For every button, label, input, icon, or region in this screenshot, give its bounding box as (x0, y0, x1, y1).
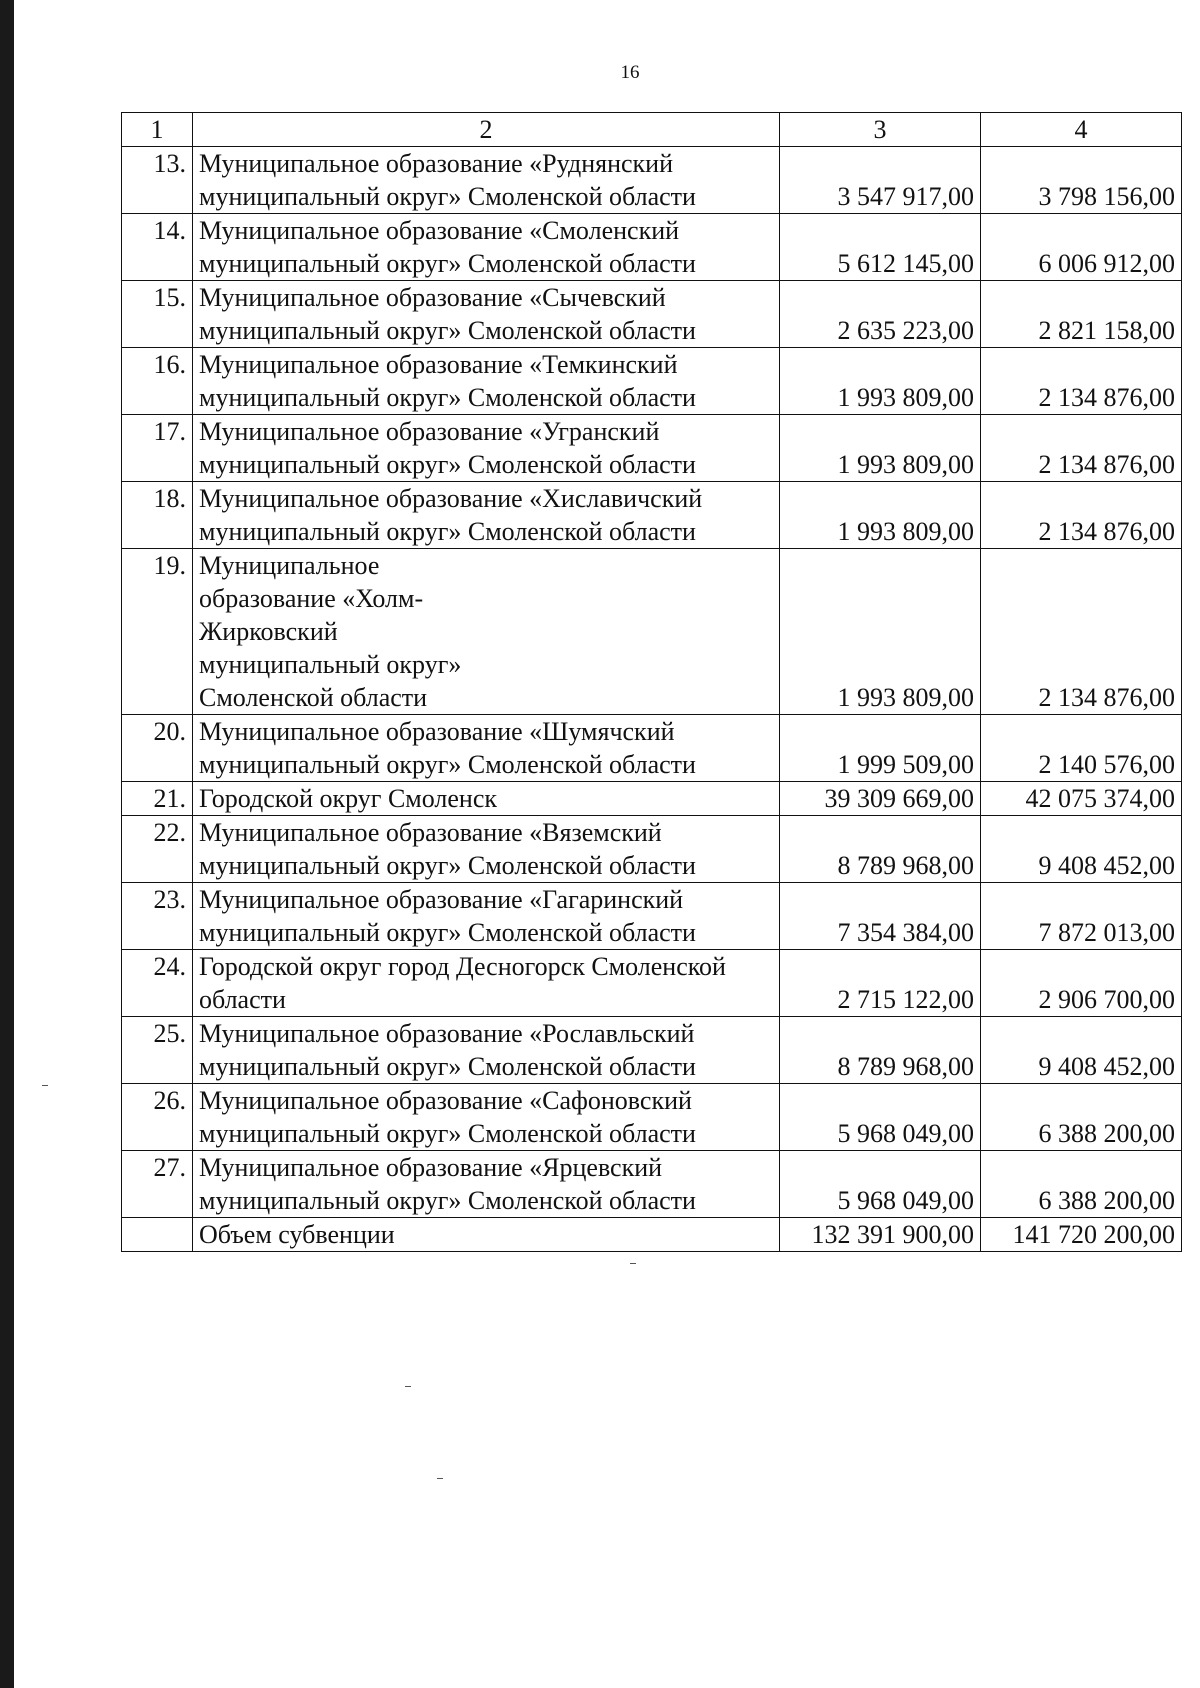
municipality-name: Муниципальное образование «Шумячский муниципальный округ» Смоленской области (193, 715, 780, 782)
column-header-4: 4 (981, 113, 1182, 147)
row-number: 22. (122, 816, 193, 883)
amount-column-4: 2 134 876,00 (981, 549, 1182, 715)
amount-column-4: 7 872 013,00 (981, 883, 1182, 950)
amount-column-3: 5 968 049,00 (780, 1084, 981, 1151)
table-row (122, 1084, 1182, 1151)
municipality-name: Муниципальное образование «Холм-Жирковский муниципальный округ» Смоленской области (193, 549, 780, 715)
row-number: 17. (122, 415, 193, 482)
row-number (122, 1218, 193, 1252)
municipality-name: Муниципальное образование «Сафоновский муниципальный округ» Смоленской области (193, 1084, 780, 1151)
column-header-3: 3 (780, 113, 981, 147)
page-number: 16 (620, 62, 640, 83)
table-row (122, 1151, 1182, 1218)
row-number: 15. (122, 281, 193, 348)
amount-column-4: 42 075 374,00 (981, 782, 1182, 816)
amount-column-3: 1 999 509,00 (780, 715, 981, 782)
amount-column-4: 141 720 200,00 (981, 1218, 1182, 1252)
row-number: 26. (122, 1084, 193, 1151)
table-row (122, 782, 1182, 816)
table-row (122, 281, 1182, 348)
table-body (122, 113, 1182, 1252)
amount-column-4: 2 140 576,00 (981, 715, 1182, 782)
municipality-name: Муниципальное образование «Рославльский муниципальный округ» Смоленской области (193, 1017, 780, 1084)
municipality-name: Муниципальное образование «Хиславичский муниципальный округ» Смоленской области (193, 482, 780, 549)
row-number: 19. (122, 549, 193, 715)
amount-column-4: 2 821 158,00 (981, 281, 1182, 348)
amount-column-4: 6 388 200,00 (981, 1151, 1182, 1218)
row-number: 13. (122, 147, 193, 214)
amount-column-3: 1 993 809,00 (780, 348, 981, 415)
amount-column-4: 2 134 876,00 (981, 415, 1182, 482)
municipality-name: Муниципальное образование «Смоленский муниципальный округ» Смоленской области (193, 214, 780, 281)
table-row (122, 715, 1182, 782)
municipality-name: Муниципальное образование «Угранский муниципальный округ» Смоленской области (193, 415, 780, 482)
table-row (122, 348, 1182, 415)
municipality-name: Муниципальное образование «Вяземский муниципальный округ» Смоленской области (193, 816, 780, 883)
column-header-1: 1 (122, 113, 193, 147)
subvention-table (121, 112, 1182, 1252)
table-row (122, 816, 1182, 883)
row-number: 23. (122, 883, 193, 950)
row-number: 24. (122, 950, 193, 1017)
amount-column-3: 8 789 968,00 (780, 1017, 981, 1084)
row-number: 21. (122, 782, 193, 816)
amount-column-4: 2 906 700,00 (981, 950, 1182, 1017)
amount-column-3: 8 789 968,00 (780, 816, 981, 883)
total-row (122, 1218, 1182, 1252)
municipality-name: Городской округ Смоленск (193, 782, 780, 816)
table-row (122, 883, 1182, 950)
amount-column-4: 9 408 452,00 (981, 1017, 1182, 1084)
municipality-name: Муниципальное образование «Сычевский муниципальный округ» Смоленской области (193, 281, 780, 348)
amount-column-4: 6 006 912,00 (981, 214, 1182, 281)
municipality-name: Муниципальное образование «Руднянский муниципальный округ» Смоленской области (193, 147, 780, 214)
amount-column-4: 2 134 876,00 (981, 482, 1182, 549)
row-number: 20. (122, 715, 193, 782)
row-number: 25. (122, 1017, 193, 1084)
amount-column-4: 3 798 156,00 (981, 147, 1182, 214)
amount-column-3: 5 612 145,00 (780, 214, 981, 281)
table-row (122, 147, 1182, 214)
amount-column-3: 132 391 900,00 (780, 1218, 981, 1252)
table-row (122, 549, 1182, 715)
amount-column-3: 2 715 122,00 (780, 950, 981, 1017)
municipality-name: Муниципальное образование «Ярцевский муниципальный округ» Смоленской области (193, 1151, 780, 1218)
table-row (122, 482, 1182, 549)
amount-column-4: 2 134 876,00 (981, 348, 1182, 415)
amount-column-4: 9 408 452,00 (981, 816, 1182, 883)
amount-column-3: 3 547 917,00 (780, 147, 981, 214)
table-row (122, 415, 1182, 482)
municipality-name: Муниципальное образование «Темкинский муниципальный округ» Смоленской области (193, 348, 780, 415)
table-row (122, 950, 1182, 1017)
scan-edge (0, 0, 14, 1688)
total-label: Объем субвенции (193, 1218, 780, 1252)
municipality-name: Муниципальное образование «Гагаринский муниципальный округ» Смоленской области (193, 883, 780, 950)
table-row (122, 214, 1182, 281)
amount-column-3: 39 309 669,00 (780, 782, 981, 816)
table-row (122, 1017, 1182, 1084)
table-header-row (122, 113, 1182, 147)
amount-column-3: 2 635 223,00 (780, 281, 981, 348)
amount-column-3: 7 354 384,00 (780, 883, 981, 950)
municipality-name: Городской округ город Десногорск Смоленской области (193, 950, 780, 1017)
column-header-2: 2 (193, 113, 780, 147)
row-number: 16. (122, 348, 193, 415)
row-number: 27. (122, 1151, 193, 1218)
amount-column-3: 5 968 049,00 (780, 1151, 981, 1218)
amount-column-4: 6 388 200,00 (981, 1084, 1182, 1151)
amount-column-3: 1 993 809,00 (780, 415, 981, 482)
row-number: 14. (122, 214, 193, 281)
row-number: 18. (122, 482, 193, 549)
amount-column-3: 1 993 809,00 (780, 482, 981, 549)
amount-column-3: 1 993 809,00 (780, 549, 981, 715)
